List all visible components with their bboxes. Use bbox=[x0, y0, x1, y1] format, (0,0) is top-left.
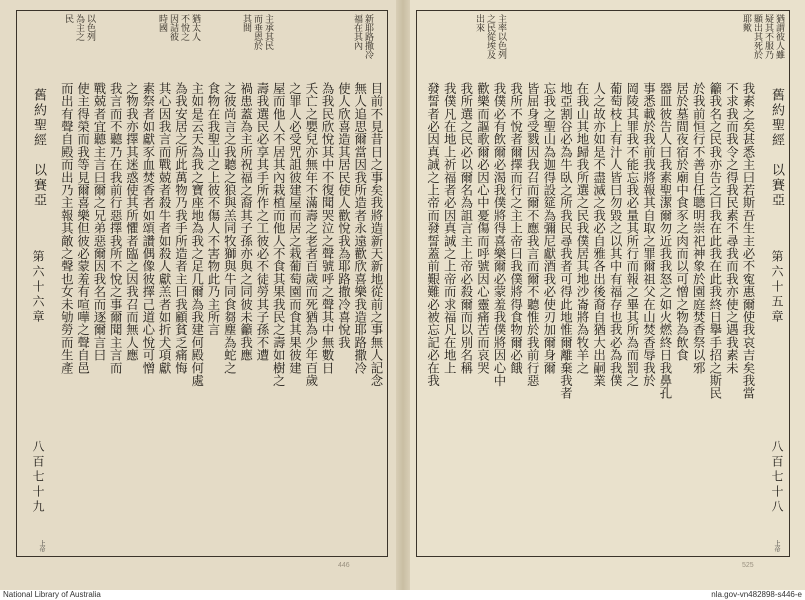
footer-mark: 上帝 bbox=[38, 540, 45, 552]
left-note-4a: 以色列 bbox=[85, 14, 95, 41]
text-column: 夭亡之嬰兒亦無年不滿壽之老者百歲而死猶為少年百歲 bbox=[303, 82, 319, 387]
text-column: 忘我之聖山為迦得設筵為彌尼獻酒我必使刃加爾身爾 bbox=[541, 82, 557, 375]
text-column: 使人欣喜造其居民使人歡悅我為耶路撒冷喜悅我 bbox=[336, 82, 352, 349]
scan-id: nla.gov-vn482898-s446-e bbox=[711, 590, 802, 599]
left-top-note-2: 福在其內 bbox=[352, 14, 362, 50]
page-title: 舊約聖經 以賽亞 bbox=[31, 88, 46, 208]
right-top-note-1: 猶謂彼人雖 bbox=[774, 14, 784, 59]
right-page bbox=[402, 0, 805, 590]
text-column: 我所不悅者爾擇而行之主上帝曰我僕將得食物爾必餓 bbox=[508, 82, 524, 375]
text-column: 我僕凡在地上祈福者必因真誠之上帝而求福凡在地上 bbox=[442, 82, 458, 375]
text-column: 壽我選民必享其手所作之工彼必不徒勞其子孫不遭 bbox=[254, 82, 270, 362]
text-column: 地亞割谷必為牛臥之所我民尋我者可得此地惟爾離棄我者 bbox=[558, 82, 574, 400]
text-column: 我言而不聽乃在我前行惡擇我所不悅之事爾聞主言而 bbox=[108, 82, 124, 375]
text-column: 我僕必有飲爾必渴我僕將得喜樂爾必蒙羞我僕將因心中 bbox=[492, 82, 507, 387]
left-body-text bbox=[56, 82, 382, 552]
text-column: 人之故亦如是不盡滅之我必自雅各出後裔自猶大出嗣業 bbox=[591, 82, 607, 387]
text-column: 屋而他人不居其內栽植而他人不食其果我民之壽如樹之 bbox=[271, 82, 287, 387]
page-number: 八百七十九 bbox=[31, 440, 45, 515]
left-note-3a: 猶太人 bbox=[190, 14, 200, 41]
library-credit: National Library of Australia bbox=[3, 590, 101, 599]
text-column: 我所選之民必以爾名為詛言主上帝必殺爾而以別名稱 bbox=[458, 82, 474, 375]
text-column: 其心因我言而戰兢者殺牛者如殺人獻羔者如折犬項獻 bbox=[157, 82, 173, 375]
text-column: 器皿彼告人曰我素聖潔爾勿近我我怒之如火燃終日我鼻孔 bbox=[658, 82, 673, 400]
text-column: 事悉載於我前我將報其自取之罪爾祖父在山焚香辱我於 bbox=[641, 82, 657, 387]
text-column: 之物我亦擇其迷惑使其所懼者臨之因我召而無人應 bbox=[124, 82, 140, 362]
left-note-3d: 時國 bbox=[157, 14, 167, 32]
book-gutter bbox=[396, 0, 410, 590]
right-note-2b: 之民從埃及 bbox=[485, 14, 495, 59]
text-column: 籲我名之民我亦告之曰我在此我在此我終日擧手招之斯民 bbox=[707, 82, 723, 400]
right-top-note-4: 耶歟 bbox=[741, 14, 751, 32]
text-column: 之彼尚言之我聽之狼與羔同牧獅與牛同食芻塵為蛇之 bbox=[222, 82, 238, 375]
left-page bbox=[0, 0, 402, 590]
text-column: 主如是云天為我之寶座地為我之足几爾為我建何殿何處 bbox=[189, 82, 205, 387]
text-column: 皆屈身受戮因我召而爾不應我言而爾不聽惟於我前行惡 bbox=[525, 82, 541, 387]
left-note-2a: 主承其民 bbox=[263, 14, 273, 50]
text-column: 使主得榮而我等見爾喜樂但彼必蒙羞有喧嘩之聲自邑 bbox=[75, 82, 91, 375]
text-column: 戰兢者宜聽主言曰爾之兄弟惡爾因我名而逐爾言曰 bbox=[91, 82, 107, 362]
chapter-label: 第六十五章 bbox=[770, 250, 784, 325]
left-note-4b: 為主之 bbox=[74, 14, 84, 41]
text-column: 之罪人必受咒詛彼建屋而居之栽葡萄園而食其果彼建 bbox=[287, 82, 303, 375]
text-column: 目前不見昔日之事矣我將造新天新地從前之事無人記念 bbox=[369, 82, 384, 387]
left-note-2c: 其間 bbox=[241, 14, 251, 32]
text-column: 不求我而我令之得我民素不尋我而我亦使之遇我素未 bbox=[724, 82, 740, 375]
pencil-mark-left: 446 bbox=[338, 562, 350, 569]
text-column: 居於墓間夜宿於廟中食豕之肉而以可憎之物為飲食 bbox=[674, 82, 690, 362]
page-number: 八百七十八 bbox=[770, 440, 784, 515]
pencil-mark-right: 525 bbox=[742, 562, 754, 569]
chapter-label: 第六十六章 bbox=[31, 250, 45, 325]
page-title: 舊約聖經 以賽亞 bbox=[769, 88, 784, 208]
left-note-2b: 而垂恩於 bbox=[252, 14, 262, 50]
text-column: 為我安居之所此萬物乃我手所造者主曰我顧貧乏痛悔 bbox=[173, 82, 189, 375]
text-column: 而出有聲自殿而出乃主報其敵之聲也女未劬勞而生產 bbox=[59, 82, 75, 375]
text-column: 歡樂而謳歌爾必因心中憂傷而呼號因心靈痛苦而哀哭 bbox=[475, 82, 491, 375]
text-column: 禍患蓋為主所祝福之裔其子孫亦與之同彼未籲我應 bbox=[238, 82, 254, 362]
right-top-note-3: 顯出其死於 bbox=[752, 14, 762, 59]
text-column: 在我山其地歸我所選之民我僕居其地沙崙將為牧羊之 bbox=[575, 82, 590, 375]
scan-footer bbox=[0, 590, 805, 600]
text-column: 為我民欣悅其中不復聞哭泣之聲號呼之聲其中無數日 bbox=[320, 82, 336, 375]
text-column: 於我前恒行不善自任聰明崇祀神象於園庭焚香祭以邪 bbox=[691, 82, 707, 375]
text-column: 食物在我聖山之上彼不傷人不害物此乃主所言 bbox=[206, 82, 221, 336]
text-column: 我素之矣甚悉主曰若斯吾生主必不寃惠爾使我哀吉矣我當 bbox=[741, 82, 756, 400]
text-column: 發誓者必因真誠之上帝而發誓蓋前艱難必被忘記必在我 bbox=[425, 82, 441, 387]
footer-mark: 上帝 bbox=[773, 540, 780, 552]
text-column: 無人追思爾當因我所造者永遠歡欣喜樂我造耶路撒冷 bbox=[352, 82, 368, 375]
right-body-text bbox=[422, 82, 754, 552]
left-note-3b: 不悅之 bbox=[179, 14, 189, 41]
text-column: 岡陵其罪我不能忘我必量其所行而報之畢其所為而罰之 bbox=[624, 82, 640, 387]
right-note-2a: 主率以色列 bbox=[496, 14, 506, 59]
text-column: 葡萄枝上有汁人皆曰勿毀之以其中有福存也我必為我僕 bbox=[608, 82, 624, 387]
right-top-note-2: 疑其不服乃 bbox=[763, 14, 773, 59]
text-column: 素祭者如獻豕血焚香者如頌讚偶像彼擇己道心悅可憎 bbox=[140, 82, 156, 375]
left-note-3c: 因詰彼 bbox=[168, 14, 178, 41]
left-top-note-1: 新耶路撒冷 bbox=[363, 14, 373, 59]
left-note-4c: 民 bbox=[63, 14, 73, 23]
right-note-2c: 出來 bbox=[474, 14, 484, 32]
